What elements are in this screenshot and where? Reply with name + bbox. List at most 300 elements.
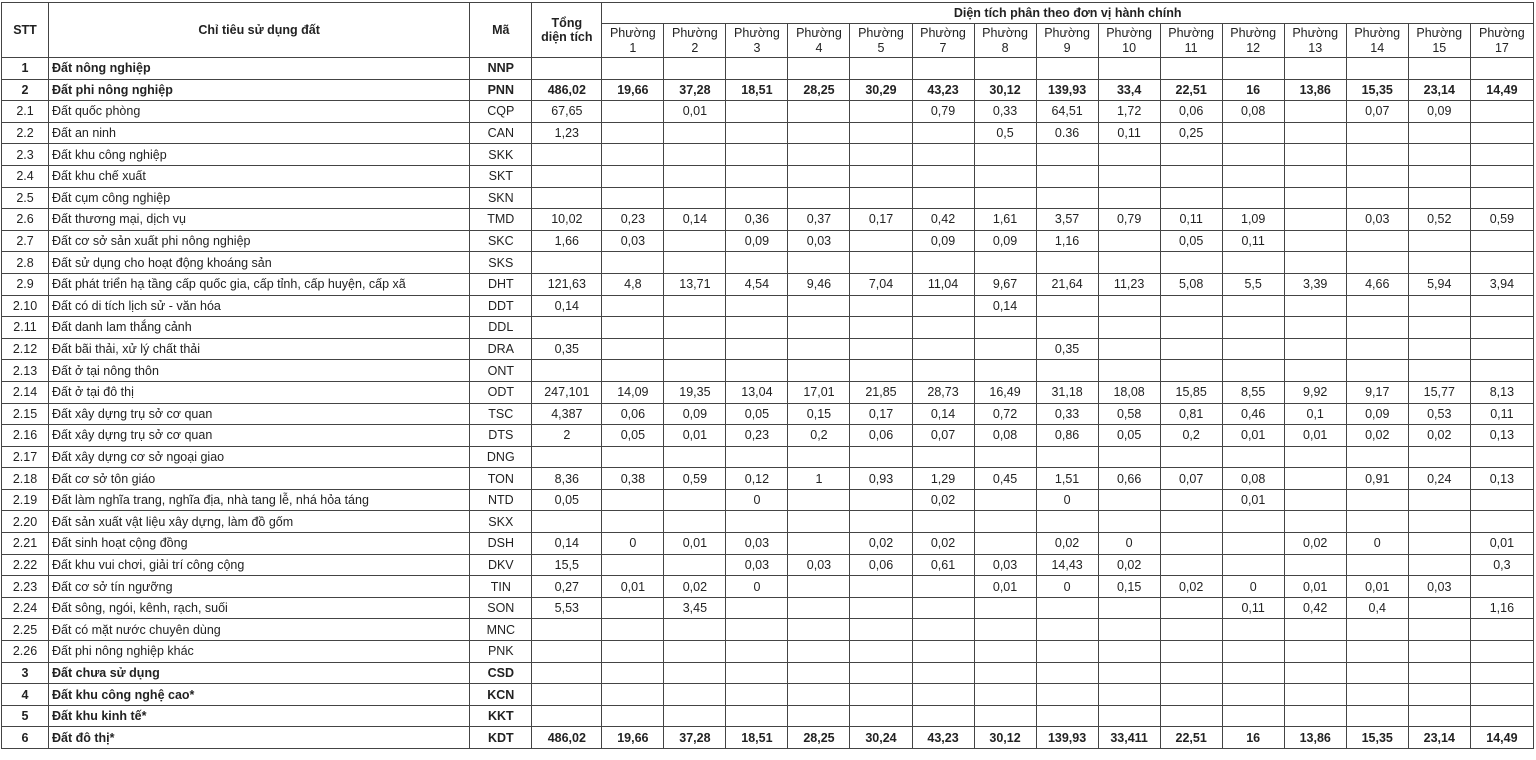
table-row [2,360,1534,382]
ward-cell: 0,38 [602,468,664,490]
table-row [2,273,1534,295]
ward-cell [1036,619,1098,641]
ward-cell [664,619,726,641]
ward-cell: 0,01 [974,576,1036,598]
ward-cell [1346,317,1408,339]
header-ward-number: 14 [1370,40,1385,55]
ward-cell [974,360,1036,382]
ward-cell [850,58,912,80]
ward-cell [664,684,726,706]
header-ward [1408,24,1470,58]
ward-cell: 0,52 [1408,209,1470,231]
ward-cell [726,187,788,209]
ward-cell: 0,11 [1222,597,1284,619]
ward-cell: 0,05 [602,425,664,447]
ward-cell: 0,01 [1222,489,1284,511]
ward-cell: 15,85 [1160,381,1222,403]
ward-cell: 0 [1222,576,1284,598]
ward-cell: 1,51 [1036,468,1098,490]
ward-cell: 0,14 [912,403,974,425]
ward-cell [850,360,912,382]
ward-cell [664,230,726,252]
row-name: Đất cụm công nghiệp [49,187,470,209]
header-stt: STT [2,3,49,58]
header-ward-group: Diện tích phân theo đơn vị hành chính [602,3,1534,24]
ward-cell: 11,23 [1098,273,1160,295]
ward-cell [850,597,912,619]
table-row [2,187,1534,209]
ward-cell [788,597,850,619]
row-stt: 2.17 [2,446,49,468]
ward-cell: 9,67 [974,273,1036,295]
ward-cell: 0,09 [1346,403,1408,425]
ward-cell [1284,684,1346,706]
row-stt: 2.15 [2,403,49,425]
ward-cell [1470,101,1533,123]
ward-cell [1160,317,1222,339]
ward-cell [912,58,974,80]
row-code: ONT [470,360,532,382]
ward-cell [1470,187,1533,209]
ward-cell: 4,8 [602,273,664,295]
ward-cell [788,122,850,144]
ward-cell: 1,29 [912,468,974,490]
row-stt: 2.12 [2,338,49,360]
ward-cell [788,252,850,274]
row-name: Đất phát triển hạ tầng cấp quốc gia, cấp tỉnh, cấp huyện, cấp xã [49,273,470,295]
ward-cell: 0,15 [788,403,850,425]
row-code: SKT [470,165,532,187]
ward-cell [1470,684,1533,706]
row-code: CAN [470,122,532,144]
row-total: 15,5 [532,554,602,576]
ward-cell [912,317,974,339]
ward-cell [788,446,850,468]
ward-cell [912,295,974,317]
row-stt: 4 [2,684,49,706]
ward-cell [788,338,850,360]
ward-cell [664,122,726,144]
row-total: 0,35 [532,338,602,360]
ward-cell [912,576,974,598]
row-code: SKN [470,187,532,209]
ward-cell [602,597,664,619]
row-total: 0,14 [532,533,602,555]
row-total: 247,101 [532,381,602,403]
ward-cell: 4,54 [726,273,788,295]
table-row [2,425,1534,447]
ward-cell [1284,230,1346,252]
ward-cell [1346,641,1408,663]
ward-cell: 0,13 [1470,468,1533,490]
row-total [532,187,602,209]
row-name: Đất đô thị* [49,727,470,749]
ward-cell [788,489,850,511]
ward-cell: 0,61 [912,554,974,576]
ward-cell [1222,533,1284,555]
ward-cell [726,684,788,706]
ward-cell: 0,23 [726,425,788,447]
land-use-table [1,2,1534,749]
ward-cell [1160,684,1222,706]
ward-cell: 19,35 [664,381,726,403]
ward-cell: 0,17 [850,209,912,231]
row-name: Đất cơ sở sản xuất phi nông nghiệp [49,230,470,252]
ward-cell: 0,06 [602,403,664,425]
row-code: KKT [470,705,532,727]
ward-cell: 64,51 [1036,101,1098,123]
ward-cell [1346,684,1408,706]
header-ward-number: 9 [1063,40,1071,55]
ward-cell [1098,252,1160,274]
ward-cell [664,511,726,533]
ward-cell: 0,45 [974,468,1036,490]
table-row [2,468,1534,490]
row-stt: 2.4 [2,165,49,187]
header-ward-label: Phường [609,25,656,40]
ward-cell [974,165,1036,187]
row-total: 2 [532,425,602,447]
ward-cell: 1,61 [974,209,1036,231]
ward-cell [788,705,850,727]
ward-cell: 0,25 [1160,122,1222,144]
ward-cell [912,187,974,209]
ward-cell [1222,122,1284,144]
row-stt: 2.24 [2,597,49,619]
header-ward-number: 11 [1184,40,1198,55]
ward-cell: 0 [1036,489,1098,511]
table-row [2,576,1534,598]
ward-cell: 0,02 [1408,425,1470,447]
ward-cell [850,252,912,274]
ward-cell [850,317,912,339]
ward-cell [1408,338,1470,360]
ward-cell: 21,64 [1036,273,1098,295]
ward-cell [664,58,726,80]
row-stt: 2.5 [2,187,49,209]
ward-cell [1098,662,1160,684]
header-total [532,3,602,58]
ward-cell: 11,04 [912,273,974,295]
ward-cell [1160,252,1222,274]
ward-cell [664,295,726,317]
row-name: Đất danh lam thắng cảnh [49,317,470,339]
ward-cell: 0,02 [1284,533,1346,555]
ward-cell [912,338,974,360]
table-row [2,381,1534,403]
ward-cell: 0,17 [850,403,912,425]
header-ward [602,24,664,58]
row-name: Đất cơ sở tôn giáo [49,468,470,490]
ward-cell: 0,59 [664,468,726,490]
row-stt: 6 [2,727,49,749]
ward-cell: 0,3 [1470,554,1533,576]
ward-cell [974,511,1036,533]
ward-cell [1346,511,1408,533]
table-row [2,144,1534,166]
row-total [532,165,602,187]
ward-cell: 9,92 [1284,381,1346,403]
ward-cell [726,619,788,641]
header-ward-number: 3 [753,40,761,55]
ward-cell [726,122,788,144]
ward-cell [1222,317,1284,339]
table-body [2,58,1534,749]
ward-cell: 0,5 [974,122,1036,144]
ward-cell [1098,597,1160,619]
ward-cell [1346,338,1408,360]
ward-cell: 28,25 [788,79,850,101]
row-total [532,684,602,706]
row-code: SKX [470,511,532,533]
ward-cell [974,533,1036,555]
ward-cell: 1,16 [1036,230,1098,252]
row-total [532,252,602,274]
ward-cell [1160,597,1222,619]
ward-cell: 0,33 [974,101,1036,123]
ward-cell [664,338,726,360]
ward-cell [1284,58,1346,80]
row-stt: 2.20 [2,511,49,533]
ward-cell [1408,295,1470,317]
ward-cell: 22,51 [1160,79,1222,101]
row-stt: 2.18 [2,468,49,490]
row-stt: 2.11 [2,317,49,339]
row-name: Đất phi nông nghiệp [49,79,470,101]
header-ward-label: Phường [858,25,904,40]
ward-cell: 0,08 [974,425,1036,447]
table-row [2,684,1534,706]
ward-cell [1098,489,1160,511]
ward-cell [1346,554,1408,576]
ward-cell: 16,49 [974,381,1036,403]
ward-cell [1284,209,1346,231]
ward-cell [1222,165,1284,187]
ward-cell: 0,02 [1036,533,1098,555]
table-row [2,230,1534,252]
table-row [2,597,1534,619]
header-ward-number: 8 [1001,40,1009,55]
header-ward-number: 1 [629,40,637,55]
ward-cell [974,446,1036,468]
ward-cell: 43,23 [912,79,974,101]
row-stt: 2.9 [2,273,49,295]
ward-cell [664,252,726,274]
ward-cell [850,684,912,706]
header-ward-number: 5 [877,40,885,55]
ward-cell [726,662,788,684]
ward-cell [912,446,974,468]
ward-cell [1408,230,1470,252]
ward-cell: 1 [788,468,850,490]
ward-cell [1036,641,1098,663]
ward-cell [602,554,664,576]
row-stt: 2.6 [2,209,49,231]
ward-cell: 0,02 [1098,554,1160,576]
ward-cell [788,58,850,80]
table-row [2,705,1534,727]
ward-cell [1160,144,1222,166]
header-ward-number: 10 [1122,40,1137,55]
row-stt: 2.25 [2,619,49,641]
ward-cell [850,165,912,187]
row-total: 121,63 [532,273,602,295]
ward-cell: 0,35 [1036,338,1098,360]
ward-cell [1470,317,1533,339]
ward-cell [1346,187,1408,209]
ward-cell [850,144,912,166]
ward-cell [788,101,850,123]
ward-cell [912,360,974,382]
row-code: DDT [470,295,532,317]
ward-cell [788,619,850,641]
ward-cell: 0,09 [912,230,974,252]
row-name: Đất chưa sử dụng [49,662,470,684]
ward-cell: 0,03 [974,554,1036,576]
ward-cell: 0,15 [1098,576,1160,598]
ward-cell: 139,93 [1036,727,1098,749]
ward-cell: 0,02 [850,533,912,555]
ward-cell: 0,13 [1470,425,1533,447]
ward-cell [1470,511,1533,533]
row-stt: 5 [2,705,49,727]
ward-cell: 0,06 [1160,101,1222,123]
ward-cell [1346,230,1408,252]
ward-cell [788,533,850,555]
ward-cell [1036,360,1098,382]
row-total [532,144,602,166]
ward-cell [726,511,788,533]
ward-cell [1470,122,1533,144]
ward-cell [726,360,788,382]
ward-cell: 30,29 [850,79,912,101]
ward-cell: 0,01 [1346,576,1408,598]
ward-cell: 14,49 [1470,79,1533,101]
ward-cell [1098,641,1160,663]
table-header [2,3,1534,58]
ward-cell [602,187,664,209]
row-name: Đất khu công nghệ cao* [49,684,470,706]
row-name: Đất an ninh [49,122,470,144]
header-ward-label: Phường [672,25,718,40]
row-name: Đất xây dựng trụ sở cơ quan [49,403,470,425]
row-total: 1,23 [532,122,602,144]
ward-cell: 0,01 [1284,576,1346,598]
ward-cell: 15,35 [1346,727,1408,749]
ward-cell: 13,86 [1284,727,1346,749]
row-code: SKK [470,144,532,166]
ward-cell [602,144,664,166]
table-row [2,317,1534,339]
ward-cell [602,58,664,80]
ward-cell [1408,511,1470,533]
ward-cell [1284,165,1346,187]
row-code: DRA [470,338,532,360]
ward-cell [974,684,1036,706]
ward-cell [1036,295,1098,317]
header-ward-label: Phường [1168,25,1215,40]
ward-cell [1284,446,1346,468]
ward-cell [1470,641,1533,663]
header-ward [974,24,1036,58]
ward-cell [788,684,850,706]
ward-cell: 13,71 [664,273,726,295]
row-total: 1,66 [532,230,602,252]
ward-cell [1098,58,1160,80]
row-total: 0,27 [532,576,602,598]
ward-cell: 0,09 [974,230,1036,252]
ward-cell [1408,187,1470,209]
ward-cell [726,295,788,317]
ward-cell: 33,411 [1098,727,1160,749]
row-stt: 2.14 [2,381,49,403]
ward-cell [850,295,912,317]
table-row [2,727,1534,749]
row-total: 5,53 [532,597,602,619]
ward-cell [850,511,912,533]
table-row [2,619,1534,641]
ward-cell: 0,12 [726,468,788,490]
ward-cell [912,144,974,166]
ward-cell [1470,489,1533,511]
ward-cell [974,489,1036,511]
ward-cell [1222,252,1284,274]
ward-cell: 30,12 [974,79,1036,101]
ward-cell [788,187,850,209]
ward-cell [1160,662,1222,684]
row-name: Đất xây dựng trụ sở cơ quan [49,425,470,447]
row-stt: 2.23 [2,576,49,598]
header-ward-label: Phường [1479,25,1525,40]
table-row [2,403,1534,425]
ward-cell [1160,338,1222,360]
ward-cell [1408,619,1470,641]
ward-cell: 0,08 [1222,468,1284,490]
ward-cell [1346,705,1408,727]
ward-cell [1346,446,1408,468]
ward-cell [602,295,664,317]
header-total-line1: Tổng [551,16,583,30]
row-name: Đất ở tại đô thị [49,381,470,403]
ward-cell [1470,58,1533,80]
ward-cell [1098,230,1160,252]
row-code: CQP [470,101,532,123]
ward-cell [1160,446,1222,468]
ward-cell [850,641,912,663]
ward-cell: 0,11 [1222,230,1284,252]
ward-cell: 0,42 [1284,597,1346,619]
row-name: Đất khu vui chơi, giải trí công cộng [49,554,470,576]
ward-cell [1284,511,1346,533]
ward-cell: 0 [1036,576,1098,598]
ward-cell: 8,13 [1470,381,1533,403]
row-total: 8,36 [532,468,602,490]
row-code: DTS [470,425,532,447]
row-stt: 2.16 [2,425,49,447]
ward-cell [1408,122,1470,144]
table-row [2,58,1534,80]
row-code: TON [470,468,532,490]
header-ward-number: 12 [1246,40,1261,55]
ward-cell [1284,252,1346,274]
ward-cell [1222,360,1284,382]
row-name: Đất cơ sở tín ngưỡng [49,576,470,598]
header-ward-number: 15 [1432,40,1447,55]
ward-cell [1408,58,1470,80]
ward-cell [1408,554,1470,576]
ward-cell [788,295,850,317]
ward-cell: 3,94 [1470,273,1533,295]
